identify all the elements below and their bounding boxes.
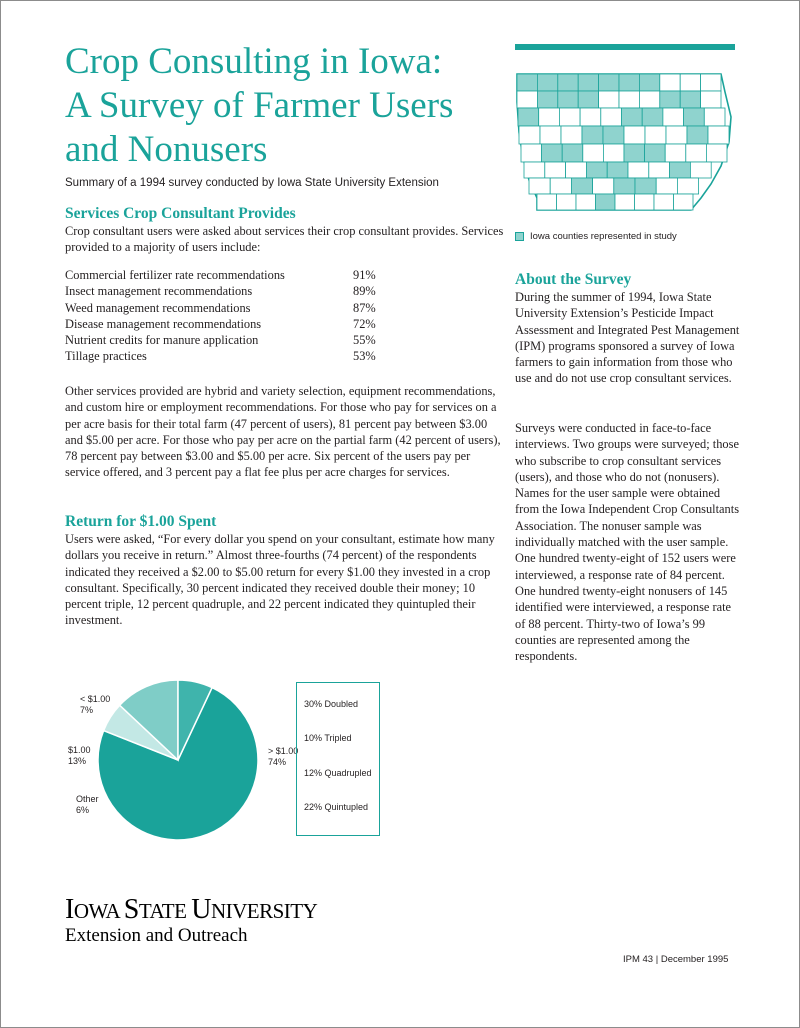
county [583, 144, 604, 162]
county [666, 126, 687, 144]
services-intro: Crop consultant users were asked about services their crop consultant provides. Services provided to a majority of users include: [65, 224, 504, 255]
services-heading: Services Crop Consultant Provides [65, 205, 296, 222]
county-represented [586, 162, 607, 178]
wordmark-u: U [191, 894, 211, 925]
pie-label-gt-1-name: > $1.00 [268, 746, 299, 756]
county [690, 162, 711, 178]
county-represented [599, 74, 619, 91]
county [559, 108, 580, 126]
county [654, 194, 674, 210]
return-pie-chart [60, 682, 299, 842]
accent-bar [515, 44, 735, 50]
county [624, 126, 645, 144]
county-represented [558, 74, 578, 91]
county [704, 108, 725, 126]
county [517, 91, 537, 108]
university-wordmark [65, 894, 317, 926]
county-represented [537, 91, 557, 108]
service-pct: 91% [353, 268, 376, 282]
county [550, 178, 571, 194]
map-counties [517, 74, 729, 210]
county [628, 162, 649, 178]
county [686, 144, 707, 162]
return-heading: Return for $1.00 Spent [65, 513, 217, 530]
county-represented [542, 144, 563, 162]
county [656, 178, 677, 194]
extension-unit: Extension and Outreach [65, 925, 248, 946]
county-represented [670, 162, 691, 178]
about-paragraph-1: During the summer of 1994, Iowa State University Extension’s Pesticide Impact Assessment and Integrated Pest Management (IPM) programs sponsored a survey of Iowa farmers to gain information from those who use and do not use crop consultant services. [515, 290, 740, 386]
county [557, 194, 577, 210]
county [645, 126, 666, 144]
county [537, 194, 557, 210]
county [521, 144, 542, 162]
county-represented [642, 108, 663, 126]
county-represented [578, 74, 598, 91]
county-represented [558, 91, 578, 108]
pie-label-lt-1-name: < $1.00 [80, 694, 111, 704]
wordmark-niversity: NIVERSITY [210, 899, 318, 923]
county-represented [645, 144, 666, 162]
pie-label-other-name: Other [76, 794, 99, 804]
county [619, 91, 639, 108]
pie-label-other-value: 6% [76, 805, 90, 815]
legend-doubled: 30% Doubled [304, 699, 359, 709]
county-represented [607, 162, 628, 178]
county [708, 126, 729, 144]
county [701, 91, 721, 108]
iowa-county-map [515, 72, 735, 222]
breakdown-legend [296, 682, 380, 836]
county [524, 162, 545, 178]
map-legend-text: Iowa counties represented in study [530, 231, 677, 242]
wordmark-i: I [65, 894, 74, 925]
title-line-3: and Nonusers [65, 129, 268, 170]
county-represented [680, 91, 700, 108]
title-line-1: Crop Consulting in Iowa: [65, 41, 443, 82]
service-pct: 53% [353, 349, 376, 364]
county [599, 91, 619, 108]
county-represented [517, 74, 537, 91]
county-represented [578, 91, 598, 108]
pie-label-eq-1-name: $1.00 [68, 745, 91, 755]
county-represented [596, 194, 616, 210]
about-paragraph-2: Surveys were conducted in face-to-face interviews. Two groups were surveyed; those who subscribe to crop consultant services (users), and those who do not (nonusers). Names for the user sample were obtained from the Iowa Independent Crop Consultants Association. The nonuser sample was individually matched with the user sample. One hundred twenty-eight of 152 users were interviewed, a response rate of 84 percent. One hundred twenty-eight nonusers of 145 identified were interviewed, a response rate of 88 percent. Thirty-two of Iowa’s 99 counties are represented among the respondents. [515, 421, 740, 664]
county [660, 74, 680, 91]
service-label: Commercial fertilizer rate recommendations [65, 268, 285, 282]
county-represented [687, 126, 708, 144]
county-represented [622, 108, 643, 126]
county-represented [537, 74, 557, 91]
services-row [65, 332, 395, 348]
county [674, 194, 694, 210]
title-line-2: A Survey of Farmer Users [65, 85, 454, 126]
about-heading: About the Survey [515, 271, 632, 288]
service-pct: 89% [353, 284, 376, 299]
services-row [65, 348, 395, 364]
wordmark-tate: TATE [138, 899, 192, 923]
county-represented [571, 178, 592, 194]
county [680, 74, 700, 91]
county [665, 144, 686, 162]
services-row [65, 283, 395, 299]
county [529, 178, 550, 194]
pie-label-gt-1-value: 74% [268, 757, 287, 767]
subtitle: Summary of a 1994 survey conducted by Iowa State University Extension [65, 177, 439, 189]
services-row [65, 267, 395, 283]
map-legend [515, 231, 677, 242]
service-pct: 55% [353, 333, 376, 348]
county-represented [660, 91, 680, 108]
county-represented [684, 108, 705, 126]
county [663, 108, 684, 126]
county [639, 91, 659, 108]
county [561, 126, 582, 144]
county-represented [619, 74, 639, 91]
county [635, 194, 655, 210]
service-pct: 72% [353, 316, 376, 331]
county [601, 108, 622, 126]
pie-label-lt-1-value: 7% [80, 705, 94, 715]
map-legend-swatch [515, 232, 524, 241]
services-row [65, 316, 395, 332]
legend-tripled: 10% Tripled [304, 733, 352, 743]
service-label: Insect management recommendations [65, 284, 253, 299]
service-label: Tillage practices [65, 349, 147, 364]
services-other-paragraph: Other services provided are hybrid and variety selection, equipment recommendations, and custom hire or employment recommendations. For those who pay for services on a per acre basis for their total farm (47 percent of users), 81 percent pay between $3.00 and $5.00 per acre. For those who pay per acre on the partial farm (42 percent of users), 78 percent pay between $3.00 and $5.00 per acre. Six percent of the users pay per service offered, and 3 percent pay a flat fee plus per acre charges for services. [65, 384, 501, 480]
county-represented [582, 126, 603, 144]
legend-quadrupled: 12% Quadrupled [304, 768, 372, 778]
county [540, 126, 561, 144]
county-represented [518, 108, 539, 126]
county [677, 178, 698, 194]
wordmark-s: S [123, 894, 139, 925]
legend-quintupled: 22% Quintupled [304, 802, 369, 812]
county [519, 126, 540, 144]
county [545, 162, 566, 178]
service-label: Disease management recommendations [65, 316, 262, 331]
service-label: Weed management recommendations [65, 300, 251, 315]
county [706, 144, 727, 162]
county [580, 108, 601, 126]
pie-slices [98, 680, 258, 840]
county [701, 74, 721, 91]
county [576, 194, 596, 210]
county-represented [639, 74, 659, 91]
county-represented [614, 178, 635, 194]
county-represented [562, 144, 583, 162]
county [615, 194, 635, 210]
county [566, 162, 587, 178]
wordmark-owa: OWA [73, 899, 124, 923]
county [603, 144, 624, 162]
page-title [65, 40, 505, 172]
county-represented [635, 178, 656, 194]
county [649, 162, 670, 178]
county [539, 108, 560, 126]
county-represented [624, 144, 645, 162]
service-label: Nutrient credits for manure application [65, 333, 259, 348]
county-represented [603, 126, 624, 144]
pie-label-eq-1-value: 13% [68, 756, 87, 766]
service-pct: 87% [353, 300, 376, 315]
services-row [65, 300, 395, 316]
publication-id: IPM 43 | December 1995 [623, 954, 729, 965]
services-table [65, 267, 395, 365]
return-paragraph: Users were asked, “For every dollar you spend on your consultant, estimate how many dollars you receive in return.” Almost three-fourths (74 percent) of the respondents indicated they received a $2.00 to $5.00 return for every $1.00 they invested in a crop consultant. Specifically, 30 percent indicated they received double their money; 10 percent triple, 12 percent quadruple, and 22 percent indicated they quintupled their investment. [65, 532, 495, 628]
county [593, 178, 614, 194]
